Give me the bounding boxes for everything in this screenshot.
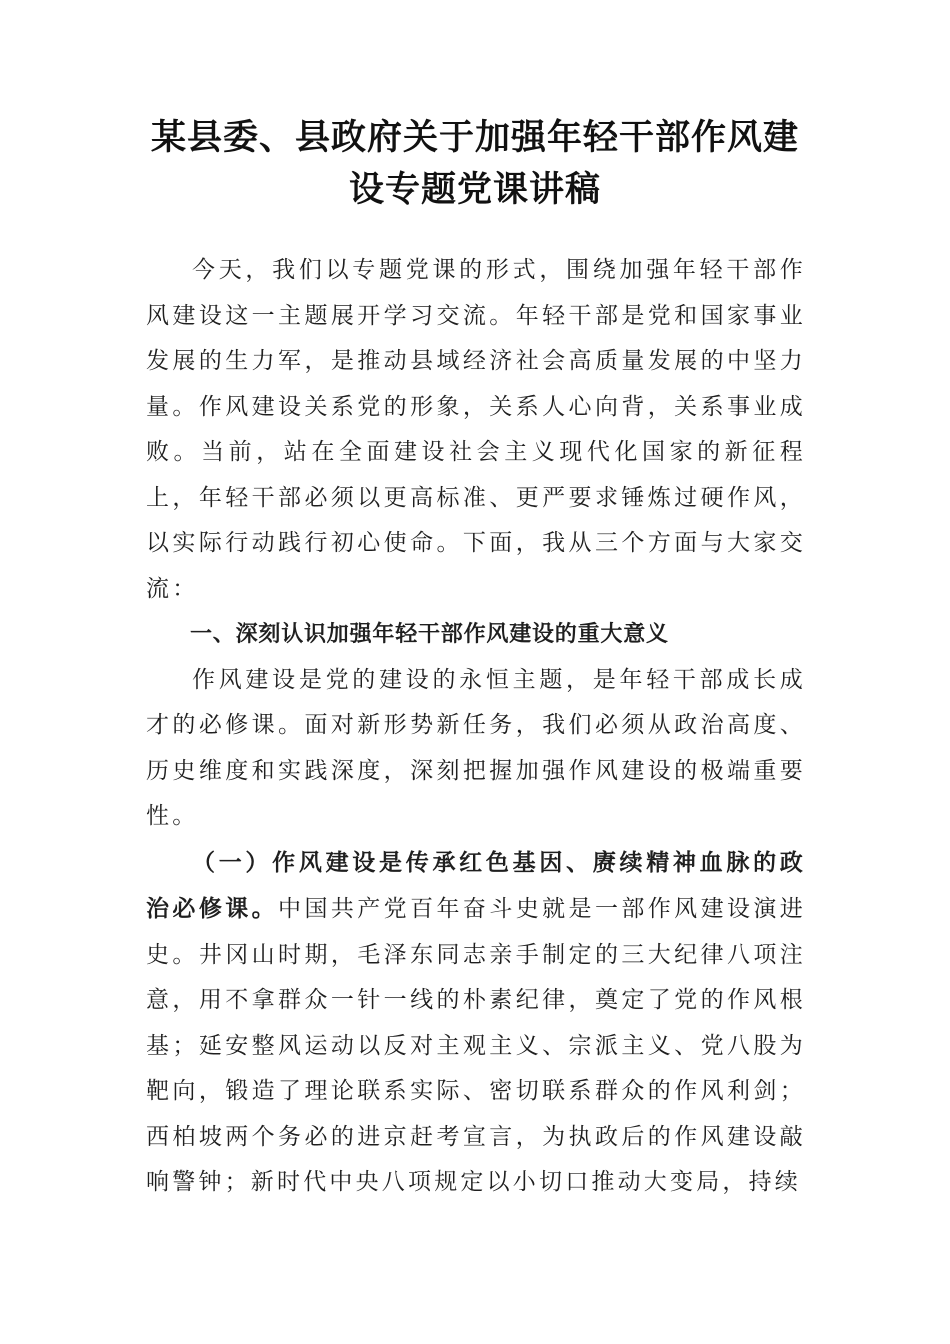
section-heading: 一、深刻认识加强年轻干部作风建设的重大意义 (190, 622, 669, 647)
intro-paragraph: 今天，我们以专题党课的形式，围绕加强年轻干部作风建设这一主题展开学习交流。年轻干部是党和国家事业发展的生力军，是推动县域经济社会高质量发展的中坚力量。作风建设关系党的形象，关系人心向背，关系事业成败。当前，站在全面建设社会主义现代化国家的新征程上，年轻干部必须以更高标准、更严要求锤炼过硬作风，以实际行动践行初心使命。下面，我从三个方面与大家交流： (146, 257, 806, 602)
section-paragraph: 作风建设是党的建设的永恒主题，是年轻干部成长成才的必修课。面对新形势新任务，我们必须从政治高度、历史维度和实践深度，深刻把握加强作风建设的极端重要性。 (146, 666, 806, 829)
subsection-text: 中国共产党百年奋斗史就是一部作风建设演进史。井冈山时期，毛泽东同志亲手制定的三大纪律八项注意，用不拿群众一针一线的朴素纪律，奠定了党的作风根基；延安整风运动以反对主观主义、宗派主义、党八股为靶向，锻造了理论联系实际、密切联系群众的作风利剑；西柏坡两个务必的进京赶考宣言，为执政后的作风建设敲响警钟；新时代中央八项规定以小切口推动大变局，持续 (146, 896, 807, 1195)
document-title: 某县委、县政府关于加强年轻干部作风建设专题党课讲稿 (150, 117, 799, 210)
subsection-paragraph (146, 840, 806, 1206)
subsection-lead: （一）作风建设是传承红色基因、赓续精神血脉的政治必修课。 (146, 848, 806, 922)
document-body (146, 248, 806, 1206)
